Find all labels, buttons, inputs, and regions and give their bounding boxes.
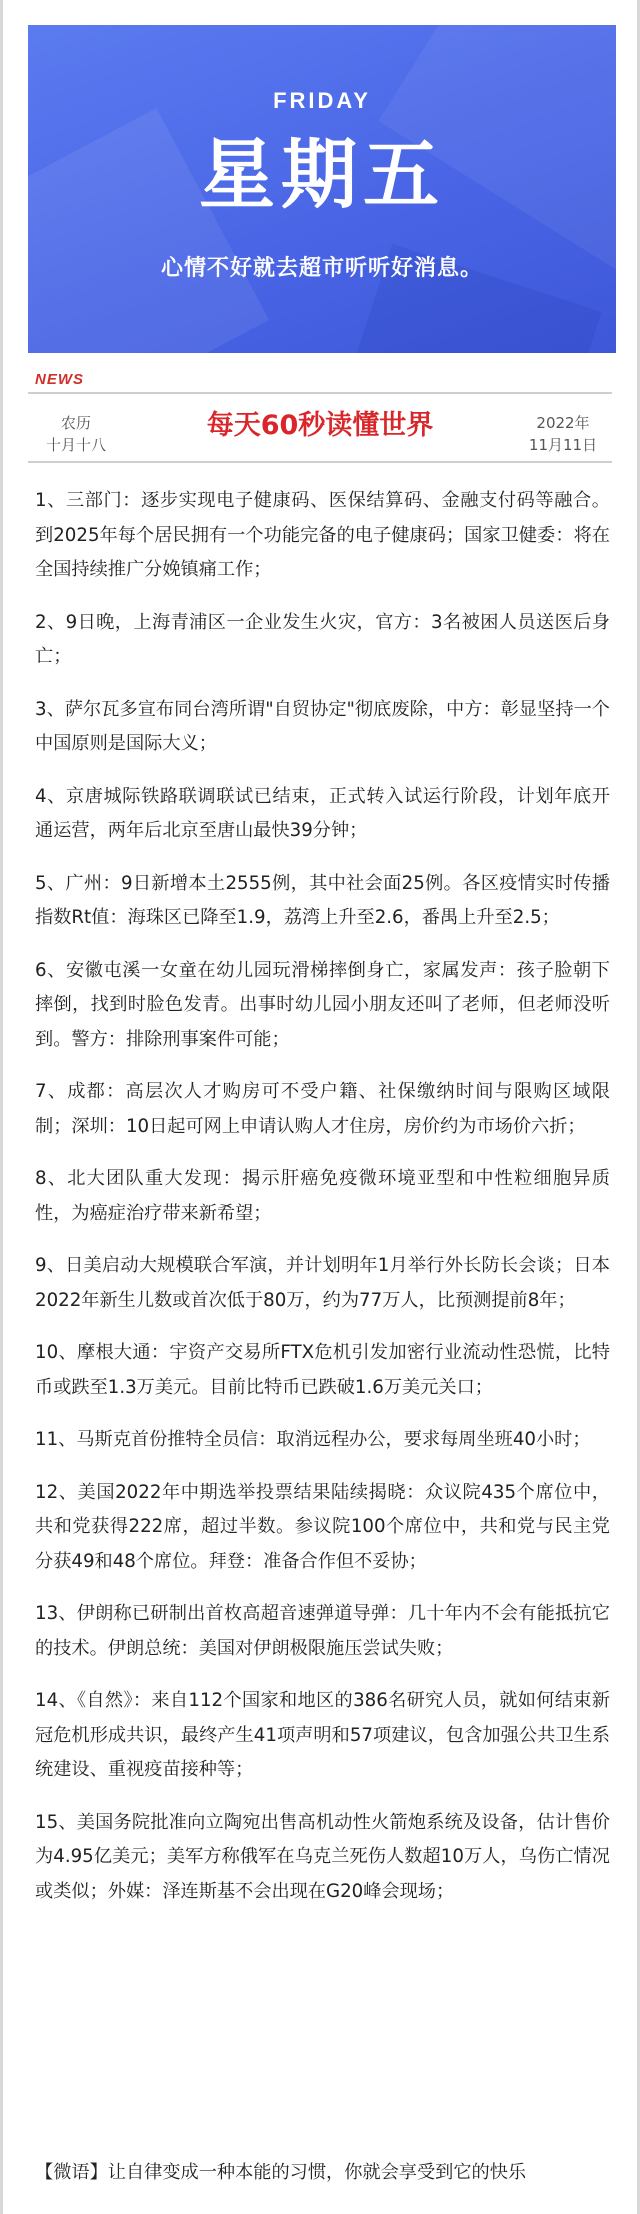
news-label: NEWS [35, 371, 84, 388]
news-item-4: 4、京唐城际铁路联调联试已结束，正式转入试运行阶段，计划年底开通运营，两年后北京至唐山最快39分钟； [35, 785, 610, 841]
news-item-6: 6、安徽屯溪一女童在幼儿园玩滑梯摔倒身亡，家属发声：孩子脸朝下摔倒，找到时脸色发青。出事时幼儿园小朋友还叫了老师，但老师没听到。警方：排除刑事案件可能； [35, 959, 610, 1050]
news-item-15: 15、美国务院批准向立陶宛出售高机动性火箭炮系统及设备，估计售价为4.95亿美元；美军方称俄军在乌克兰死伤人数超10万人，乌伤亡情况或类似；外媒：泽连斯基不会出现在G20峰会现场； [35, 1811, 610, 1902]
news-item-10: 10、摩根大通：宇资产交易所FTX危机引发加密行业流动性恐慌，比特币或跌至1.3万美元。目前比特币已跌破1.6万美元关口； [35, 1342, 610, 1398]
banner-tagline: 心情不好就去超市听听好消息。 [160, 256, 483, 281]
banner-day-chinese: 星期五 [199, 130, 445, 219]
banner [28, 25, 616, 353]
news-item-2: 2、9日晚，上海青浦区一企业发生火灾，官方：3名被困人员送医后身亡； [35, 611, 610, 667]
date-year: 2022年 [536, 414, 590, 432]
banner-day-english: FRIDAY [273, 88, 371, 113]
page-title: 每天60秒读懂世界 [206, 410, 434, 441]
news-item-5: 5、广州：9日新增本土2555例，其中社会面25例。各区疫情实时传播指数Rt值：海珠区已降至1.9，荔湾上升至2.6，番禺上升至2.5； [35, 872, 610, 928]
news-list [35, 484, 610, 1927]
news-item-12: 12、美国2022年中期选举投票结果陆续揭晓：众议院435个席位中，共和党获得222席，超过半数。参议院100个席位中，共和党与民主党分获49和48个席位。拜登：准备合作但不妥协； [35, 1481, 610, 1572]
lunar-date-block [41, 412, 111, 456]
header-divider-top [28, 392, 612, 394]
lunar-label: 农历 [60, 414, 91, 432]
news-item-13: 13、伊朗称已研制出首枚高超音速弹道导弹：几十年内不会有能抵抗它的技术。伊朗总统：美国对伊朗极限施压尝试失败； [35, 1603, 610, 1659]
date-block [523, 412, 603, 456]
news-item-14: 14、《自然》：来自112个国家和地区的386名研究人员，就如何结束新冠危机形成共识，最终产生41项声明和57项建议，包含加强公共卫生系统建设、重视疫苗接种等； [35, 1690, 610, 1780]
news-item-8: 8、北大团队重大发现：揭示肝癌免疫微环境亚型和中性粒细胞异质性，为癌症治疗带来新希望； [35, 1168, 610, 1224]
news-item-3: 3、萨尔瓦多宣布同台湾所谓"自贸协定"彻底废除，中方：彰显坚持一个中国原则是国际大义； [35, 698, 610, 754]
news-item-1: 1、三部门：逐步实现电子健康码、医保结算码、金融支付码等融合。到2025年每个居民拥有一个功能完备的电子健康码；国家卫健委：将在全国持续推广分娩镇痛工作； [35, 490, 610, 580]
lunar-date: 十月十八 [45, 436, 106, 454]
motto-text: 【微语】让自律变成一种本能的习惯，你就会享受到它的快乐 [35, 2162, 527, 2183]
news-item-9: 9、日美启动大规模联合军演，并计划明年1月举行外长防长会谈；日本2022年新生儿数或首次低于80万，约为77万人，比预测提前8年； [35, 1255, 610, 1311]
news-item-11: 11、马斯克首份推特全员信：取消远程办公，要求每周坐班40小时； [35, 1429, 591, 1450]
header-divider-bottom [28, 461, 612, 463]
news-item-7: 7、成都：高层次人才购房可不受户籍、社保缴纳时间与限购区域限制；深圳：10日起可网上申请认购人才住房，房价约为市场价六折； [35, 1081, 610, 1137]
date-month-day: 11月11日 [528, 436, 598, 454]
